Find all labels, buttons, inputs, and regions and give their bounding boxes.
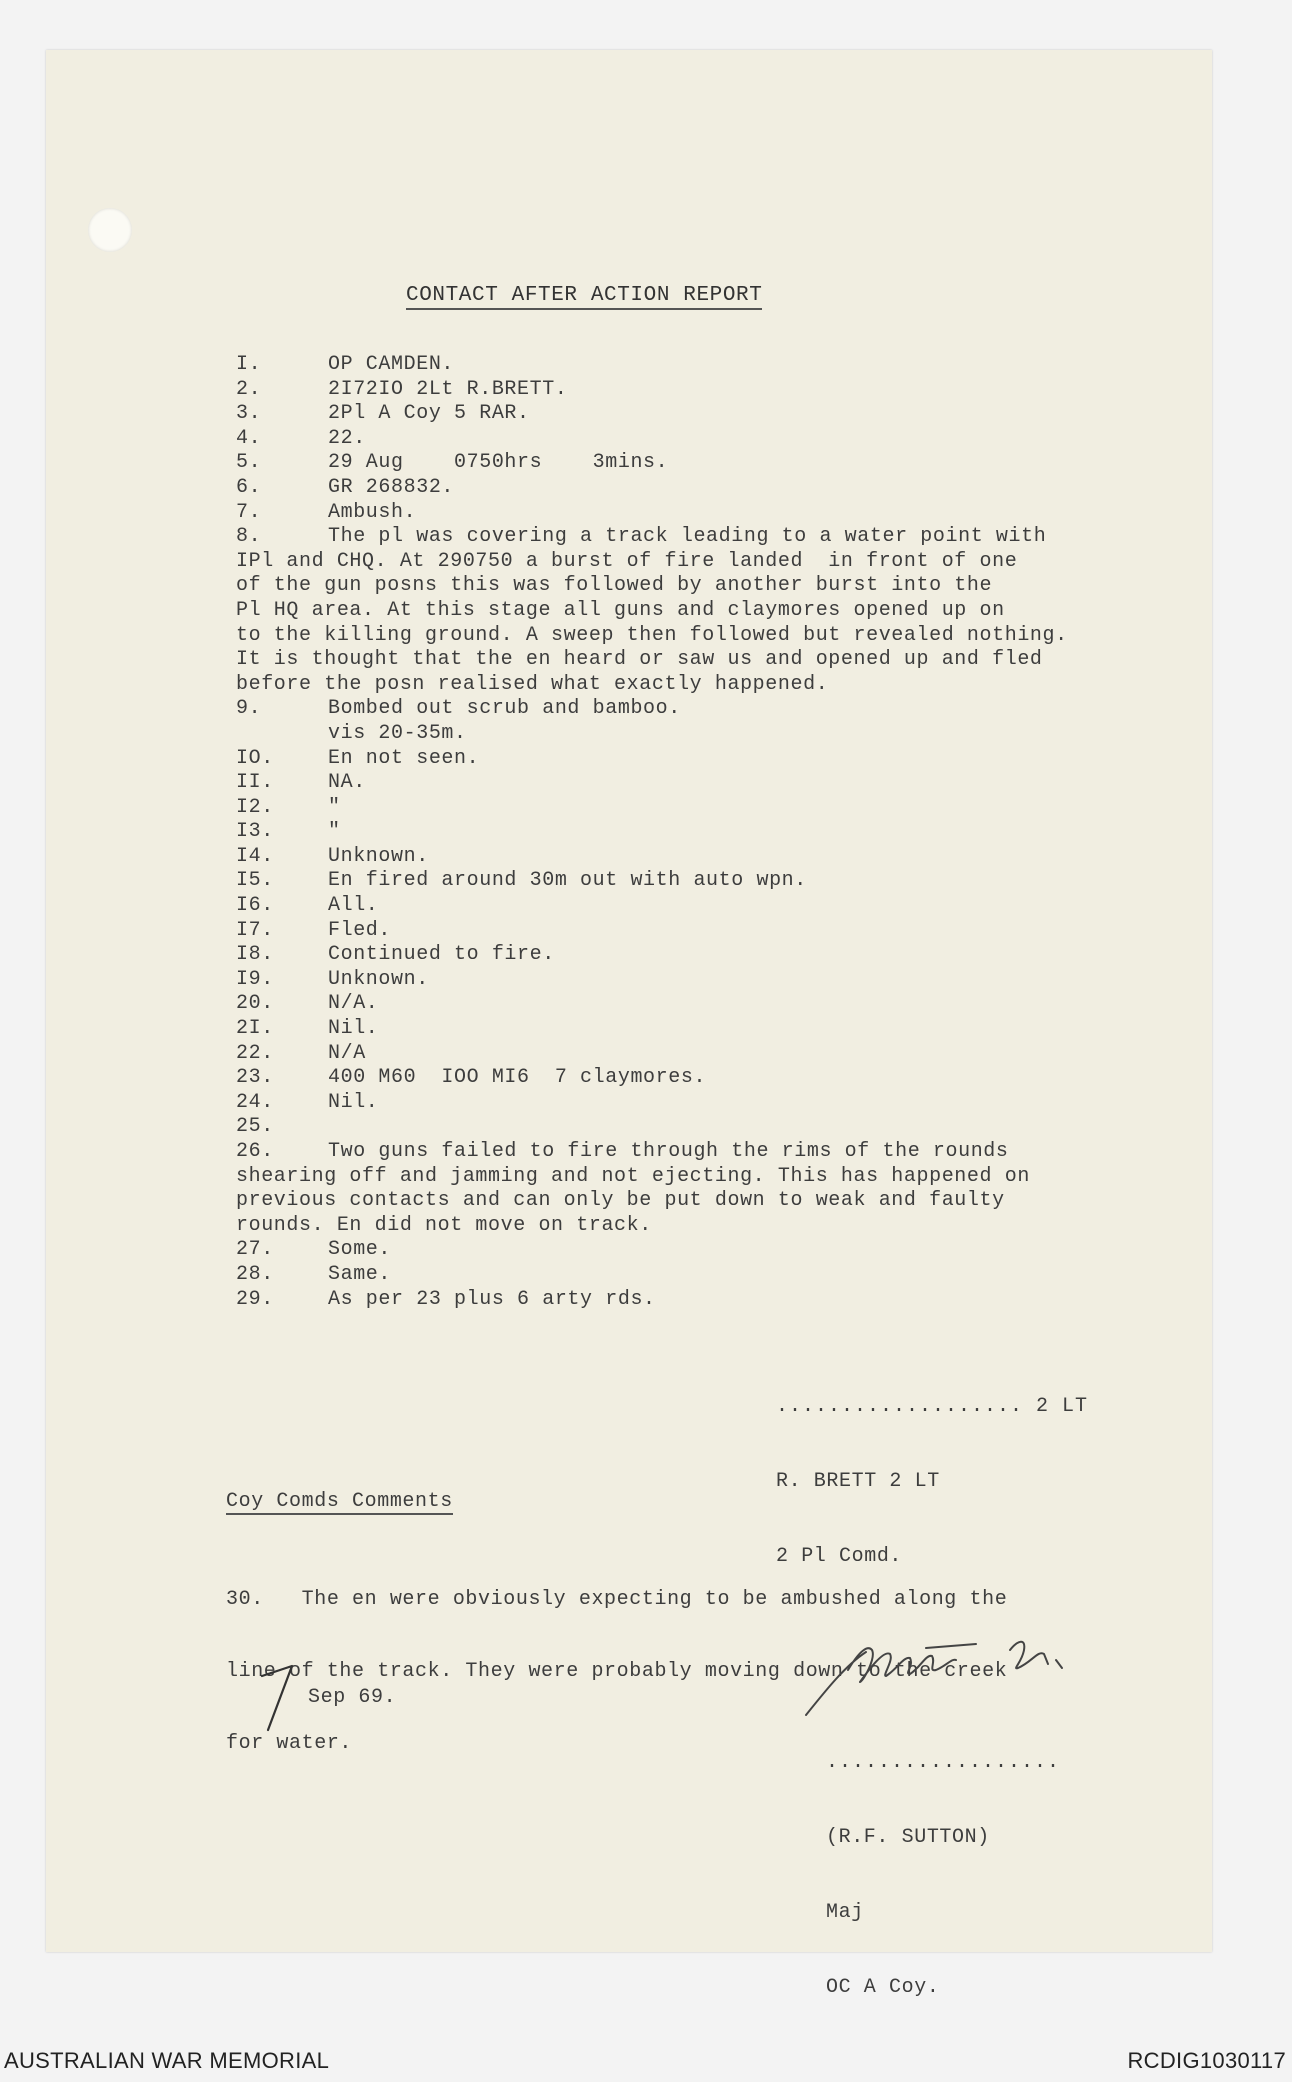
document-page bbox=[46, 50, 1212, 1999]
item-text: " bbox=[328, 820, 341, 844]
oc-name: (R.F. SUTTON) bbox=[826, 1826, 990, 1849]
comments-heading: Coy Comds Comments bbox=[226, 1490, 453, 1513]
report-item bbox=[236, 722, 1136, 747]
report-item bbox=[236, 1189, 1136, 1214]
report-item bbox=[236, 1017, 1136, 1042]
item-continuation: previous contacts and can only be put down to weak and faulty bbox=[236, 1189, 1005, 1213]
item-text: 22. bbox=[328, 426, 366, 450]
report-item bbox=[236, 1042, 1136, 1067]
item-number: 5. bbox=[236, 451, 262, 475]
report-item bbox=[236, 353, 1136, 378]
item-number: 8. bbox=[236, 525, 262, 549]
item-number: I3. bbox=[236, 820, 274, 844]
item-text: 2I72IO 2Lt R.BRETT. bbox=[328, 377, 568, 401]
item-number: I8. bbox=[236, 943, 274, 967]
item-continuation: IPl and CHQ. At 290750 a burst of fire landed in front of one bbox=[236, 549, 1018, 573]
item-continuation: shearing off and jamming and not ejecting. This has happened on bbox=[236, 1164, 1030, 1188]
item-text: As per 23 plus 6 arty rds. bbox=[328, 1287, 656, 1311]
report-item bbox=[236, 894, 1136, 919]
comment-line: for water. bbox=[226, 1732, 353, 1755]
item-continuation: of the gun posns this was followed by another burst into the bbox=[236, 574, 993, 598]
report-item bbox=[236, 550, 1136, 575]
oc-signature-line: .................. bbox=[826, 1751, 1061, 1774]
report-title: CONTACT AFTER ACTION REPORT bbox=[406, 284, 762, 310]
item-text: All. bbox=[328, 894, 379, 918]
item-continuation: It is thought that the en heard or saw us and opened up and fled bbox=[236, 648, 1043, 672]
item-number: 22. bbox=[236, 1041, 274, 1065]
oc-signature-block bbox=[826, 1700, 1060, 2050]
report-item bbox=[236, 476, 1136, 501]
item-continuation: to the killing ground. A sweep then followed but revealed nothing. bbox=[236, 623, 1068, 647]
report-item bbox=[236, 1288, 1136, 1313]
report-item bbox=[236, 771, 1136, 796]
item-text: N/A. bbox=[328, 992, 379, 1016]
report-item bbox=[236, 574, 1136, 599]
report-item bbox=[236, 525, 1136, 550]
item-text: Bombed out scrub and bamboo. bbox=[328, 697, 681, 721]
report-item bbox=[236, 1263, 1136, 1288]
item-text: 400 M60 IOO MI6 7 claymores. bbox=[328, 1066, 707, 1090]
report-items bbox=[236, 353, 1136, 1312]
comment-line: 30. The en were obviously expecting to be ambushed along the bbox=[226, 1588, 1008, 1611]
item-number: 20. bbox=[236, 992, 274, 1016]
report-item bbox=[236, 501, 1136, 526]
report-item bbox=[236, 451, 1136, 476]
oc-rank: Maj bbox=[826, 1901, 864, 1924]
item-number: I4. bbox=[236, 844, 274, 868]
report-item bbox=[236, 845, 1136, 870]
item-text: 29 Aug 0750hrs 3mins. bbox=[328, 451, 669, 475]
item-number: 29. bbox=[236, 1287, 274, 1311]
item-text: N/A bbox=[328, 1041, 366, 1065]
item-number: I7. bbox=[236, 918, 274, 942]
item-text: Nil. bbox=[328, 1017, 379, 1041]
handwritten-day-mark bbox=[258, 1662, 308, 1734]
signatory-name: R. BRETT 2 LT bbox=[776, 1470, 940, 1493]
item-number: 27. bbox=[236, 1238, 274, 1262]
item-text: En not seen. bbox=[328, 746, 480, 770]
report-item bbox=[236, 378, 1136, 403]
item-text: " bbox=[328, 795, 341, 819]
item-continuation: before the posn realised what exactly happened. bbox=[236, 672, 829, 696]
item-number: 2I. bbox=[236, 1017, 274, 1041]
signature-line: ................... 2 LT bbox=[776, 1395, 1089, 1418]
item-continuation: rounds. En did not move on track. bbox=[236, 1213, 652, 1237]
item-number: I. bbox=[236, 353, 262, 376]
report-item bbox=[236, 820, 1136, 845]
report-item bbox=[236, 919, 1136, 944]
item-text: Same. bbox=[328, 1262, 392, 1286]
report-item bbox=[236, 599, 1136, 624]
item-number: 9. bbox=[236, 697, 262, 721]
item-number: 3. bbox=[236, 402, 262, 426]
item-text: The pl was covering a track leading to a water point with bbox=[328, 525, 1047, 549]
report-item bbox=[236, 992, 1136, 1017]
report-item bbox=[236, 673, 1136, 698]
item-number: 23. bbox=[236, 1066, 274, 1090]
item-text: En fired around 30m out with auto wpn. bbox=[328, 869, 807, 893]
item-number: 25. bbox=[236, 1115, 274, 1139]
item-number: IO. bbox=[236, 746, 274, 770]
item-number: I5. bbox=[236, 869, 274, 893]
report-item bbox=[236, 1115, 1136, 1140]
item-text: Unknown. bbox=[328, 844, 429, 868]
item-number: I2. bbox=[236, 795, 274, 819]
item-text: NA. bbox=[328, 771, 366, 795]
item-number: 4. bbox=[236, 426, 262, 450]
report-item bbox=[236, 1140, 1136, 1165]
item-text: vis 20-35m. bbox=[328, 721, 467, 745]
report-item bbox=[236, 796, 1136, 821]
report-item bbox=[236, 697, 1136, 722]
item-text: GR 268832. bbox=[328, 475, 455, 499]
comment-line: line of the track. They were probably moving down to the creek bbox=[226, 1660, 1008, 1683]
item-number: 6. bbox=[236, 475, 262, 499]
item-number: 26. bbox=[236, 1140, 274, 1163]
item-number: I9. bbox=[236, 967, 274, 991]
report-item bbox=[236, 1238, 1136, 1263]
report-item bbox=[236, 402, 1136, 427]
item-number: 24. bbox=[236, 1090, 274, 1114]
punch-hole bbox=[88, 208, 132, 252]
report-item bbox=[236, 427, 1136, 452]
item-text: Continued to fire. bbox=[328, 943, 555, 967]
item-text: 2Pl A Coy 5 RAR. bbox=[328, 402, 530, 426]
report-item bbox=[236, 1066, 1136, 1091]
report-item bbox=[236, 624, 1136, 649]
item-text: Unknown. bbox=[328, 967, 429, 991]
item-number: 2. bbox=[236, 377, 262, 401]
signatory-role: 2 Pl Comd. bbox=[776, 1545, 903, 1568]
report-item bbox=[236, 968, 1136, 993]
item-text: Two guns failed to fire through the rims of the rounds bbox=[328, 1140, 1009, 1163]
item-text: Ambush. bbox=[328, 500, 417, 524]
report-item bbox=[236, 747, 1136, 772]
oc-role: OC A Coy. bbox=[826, 1976, 940, 1999]
item-number: II. bbox=[236, 771, 274, 795]
item-text: OP CAMDEN. bbox=[328, 353, 455, 376]
footer-record-id: RCDIG1030117 bbox=[1127, 2048, 1286, 2073]
report-item bbox=[236, 943, 1136, 968]
report-date: Sep 69. bbox=[308, 1686, 397, 1709]
item-number: 28. bbox=[236, 1262, 274, 1286]
item-continuation: Pl HQ area. At this stage all guns and claymores opened up on bbox=[236, 598, 1005, 622]
item-text: Nil. bbox=[328, 1090, 379, 1114]
item-number: I6. bbox=[236, 894, 274, 918]
report-item bbox=[236, 648, 1136, 673]
report-item bbox=[236, 1165, 1136, 1190]
report-item bbox=[236, 1214, 1136, 1239]
report-item bbox=[236, 869, 1136, 894]
item-number: 7. bbox=[236, 500, 262, 524]
footer-institution: AUSTRALIAN WAR MEMORIAL bbox=[4, 2048, 330, 2073]
item-text: Some. bbox=[328, 1238, 392, 1262]
report-item bbox=[236, 1091, 1136, 1116]
item-text: Fled. bbox=[328, 918, 392, 942]
